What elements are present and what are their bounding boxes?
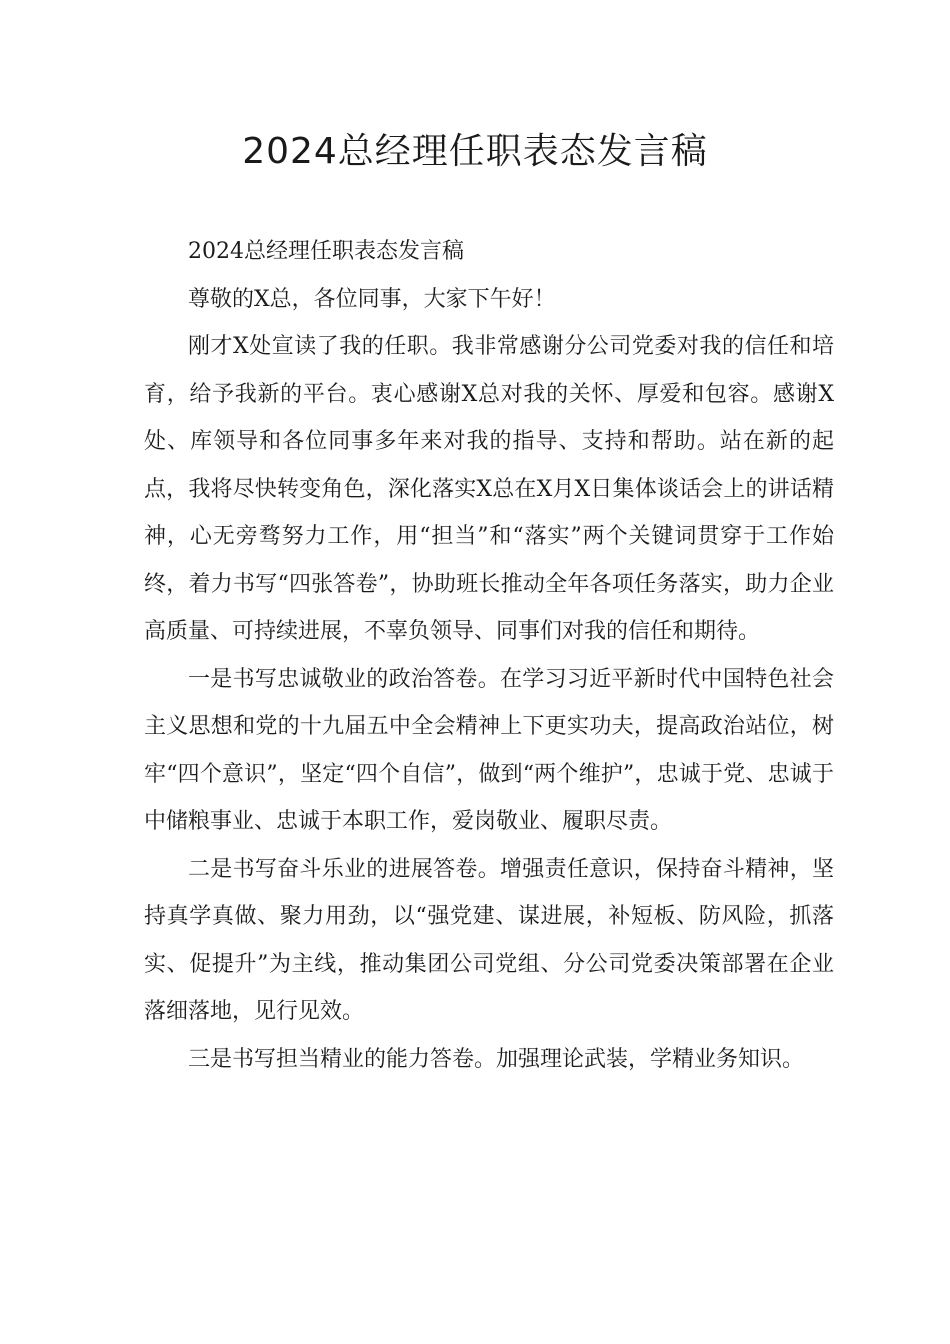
- subtitle-paragraph: 2024总经理任职表态发言稿: [188, 239, 464, 264]
- document-body: [144, 228, 834, 1083]
- document-title: 2024总经理任职表态发言稿: [242, 131, 708, 172]
- point-three-paragraph: 三是书写担当精业的能力答卷。加强理论武装，学精业务知识。: [188, 1046, 805, 1072]
- greeting-paragraph: 尊敬的X总，各位同事，大家下午好！: [188, 286, 556, 312]
- point-two-paragraph: 二是书写奋斗乐业的进展答卷。增强责任意识，保持奋斗精神，坚持真学真做、聚力用劲，以“强党建、谋进展，补短板、防风险，抓落实、促提升”为主线，推动集团公司党组、分公司党委决策部署在企业落细落地，见行见效。: [144, 856, 834, 1024]
- point-one-paragraph: 一是书写忠诚敬业的政治答卷。在学习习近平新时代中国特色社会主义思想和党的十九届五中全会精神上下更实功夫，提高政治站位，树牢“四个意识”，坚定“四个自信”，做到“两个维护”，忠诚于党、忠诚于中储粮事业、忠诚于本职工作，爱岗敬业、履职尽责。: [144, 666, 834, 834]
- intro-paragraph: 刚才X处宣读了我的任职。我非常感谢分公司党委对我的信任和培育，给予我新的平台。衷心感谢X总对我的关怀、厚爱和包容。感谢X处、库领导和各位同事多年来对我的指导、支持和帮助。站在新的起点，我将尽快转变角色，深化落实X总在X月X日集体谈话会上的讲话精神，心无旁骛努力工作，用“担当”和“落实”两个关键词贯穿于工作始终，着力书写“四张答卷”，协助班长推动全年各项任务落实，助力企业高质量、可持续进展，不辜负领导、同事们对我的信任和期待。: [144, 334, 834, 644]
